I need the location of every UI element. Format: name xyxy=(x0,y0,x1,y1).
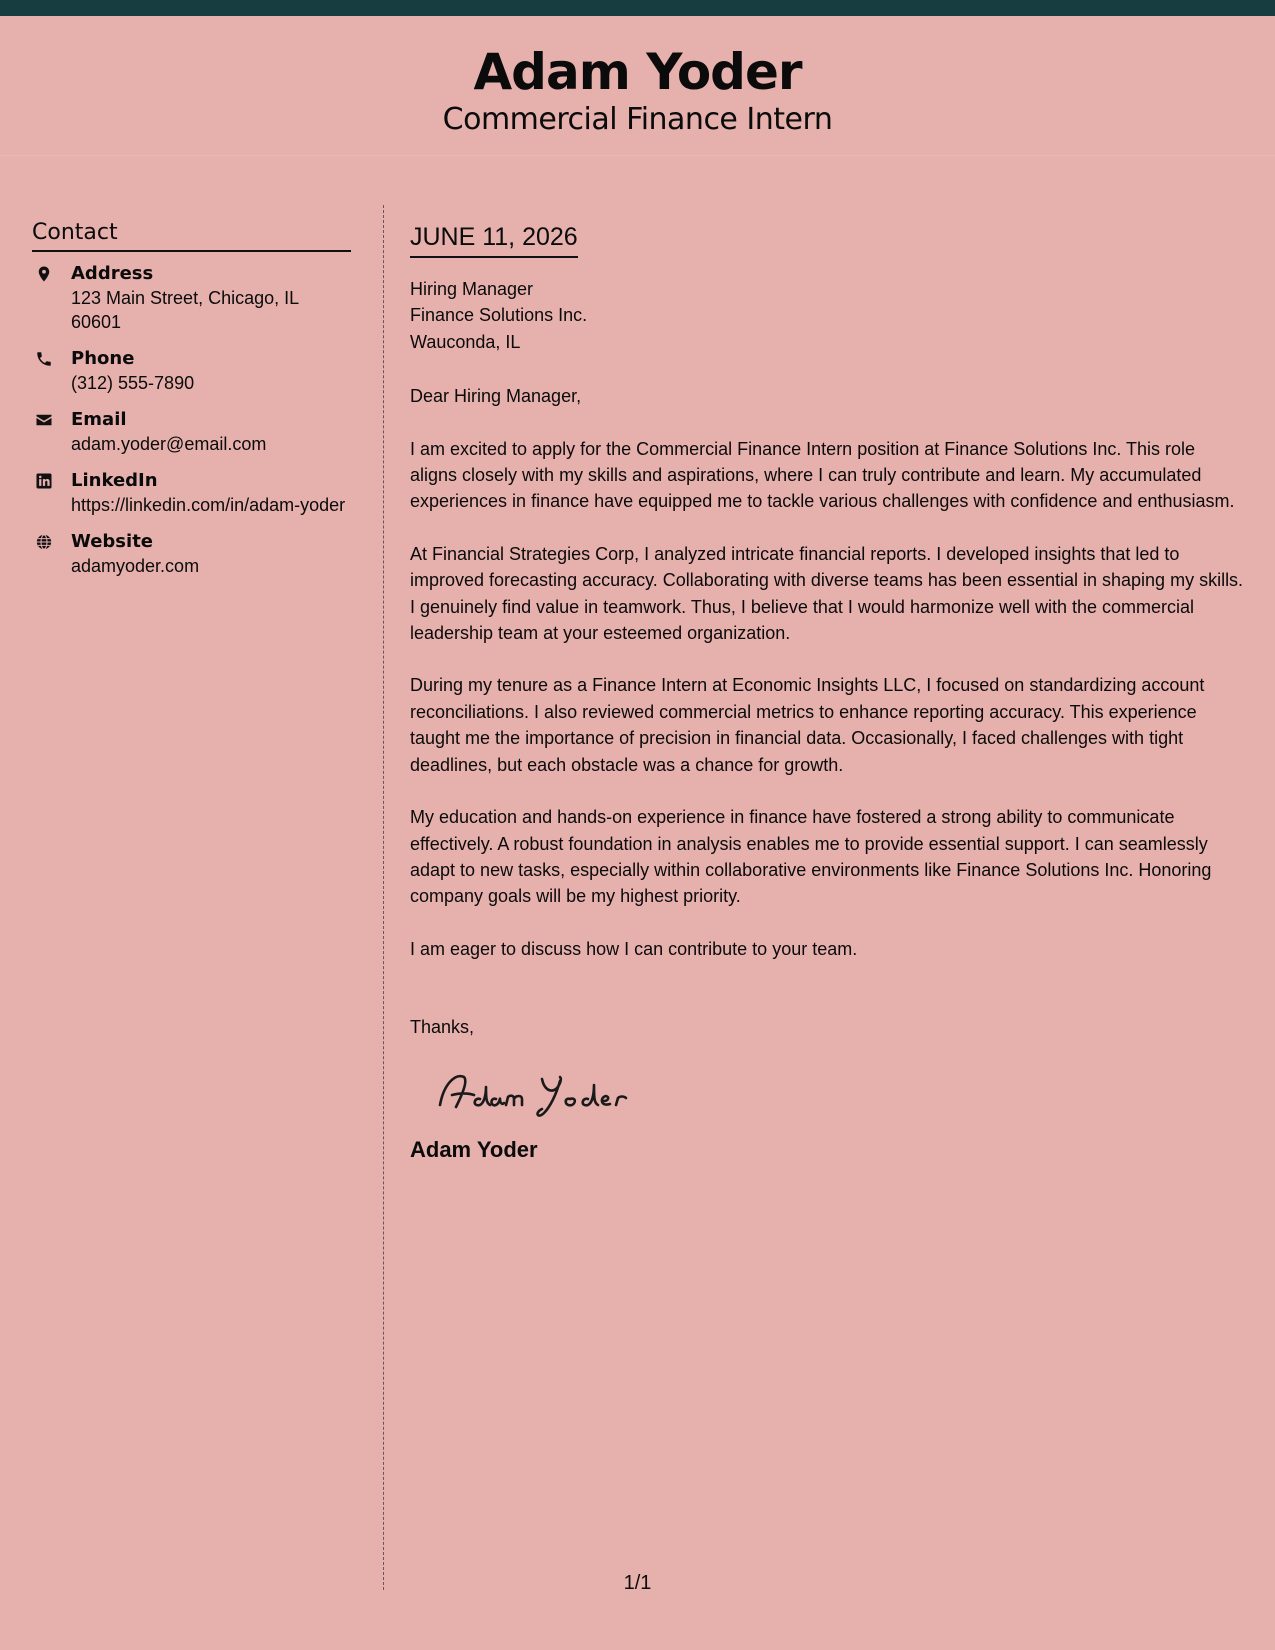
envelope-icon xyxy=(35,411,53,429)
website-label: Website xyxy=(71,531,154,552)
linkedin-icon xyxy=(35,472,53,490)
cover-letter-body xyxy=(410,220,1245,1165)
sign-off: Thanks, xyxy=(410,1017,475,1038)
phone-icon xyxy=(35,350,53,368)
letter-date: JUNE 11, 2026 xyxy=(410,220,578,258)
letter-paragraph: I am eager to discuss how I can contribute to your team. xyxy=(410,938,858,959)
contact-item-linkedin xyxy=(32,469,351,517)
letter-paragraph: During my tenure as a Finance Intern at Economic Insights LLC, I focused on standardizing account reconciliations. I also reviewed commercial metrics to enhance reporting accuracy. This experience taught me the importance of precision in financial data. Occasionally, I faced challenges with tight deadlines, but each obstacle was a chance for growth. xyxy=(410,675,1205,775)
email-value[interactable]: adam.yoder@email.com xyxy=(71,434,267,454)
salutation: Dear Hiring Manager, xyxy=(410,386,582,407)
recipient-block xyxy=(410,276,1245,355)
contact-item-email xyxy=(32,408,351,456)
linkedin-label: LinkedIn xyxy=(71,470,158,491)
contact-item-phone xyxy=(32,347,351,395)
column-divider xyxy=(383,205,384,1590)
applicant-name: Adam Yoder xyxy=(473,43,802,101)
top-accent-bar xyxy=(0,0,1275,16)
linkedin-value[interactable]: https://linkedin.com/in/adam-yoder xyxy=(71,495,346,515)
map-pin-icon xyxy=(35,265,53,283)
address-value: 123 Main Street, Chicago, IL 60601 xyxy=(71,288,299,332)
globe-icon xyxy=(35,533,53,551)
letter-paragraph: My education and hands-on experience in finance have fostered a strong ability to communicate effectively. A robust foundation in analysis enables me to provide essential support. I can seamlessly adapt to new tasks, especially within collaborative environments like Finance Solutions Inc. Honoring company goals will be my highest priority. xyxy=(410,807,1212,907)
resume-header xyxy=(0,16,1275,156)
website-value[interactable]: adamyoder.com xyxy=(71,556,200,576)
handwritten-signature xyxy=(434,1065,664,1119)
signer-name: Adam Yoder xyxy=(410,1136,538,1162)
email-label: Email xyxy=(71,409,127,430)
letter-paragraph: At Financial Strategies Corp, I analyzed intricate financial reports. I developed insights that led to improved forecasting accuracy. Collaborating with diverse teams has been essential in shaping my skills. I genuinely find value in teamwork. Thus, I believe that I would harmonize well with the commercial leadership team at your esteemed organization. xyxy=(410,543,1244,644)
contact-item-address xyxy=(32,262,351,334)
contact-sidebar xyxy=(32,218,351,591)
contact-item-website xyxy=(32,530,351,578)
recipient-line: Finance Solutions Inc. xyxy=(410,305,588,326)
address-label: Address xyxy=(71,263,154,284)
phone-value[interactable]: (312) 555-7890 xyxy=(71,373,195,393)
applicant-title: Commercial Finance Intern xyxy=(442,102,833,137)
letter-paragraph: I am excited to apply for the Commercial Finance Intern position at Finance Solutions Inc. This role aligns closely with my skills and aspirations, where I can truly contribute and learn. My accumulated experiences in finance have equipped me to tackle various challenges with confidence and enthusiasm. xyxy=(410,438,1235,512)
recipient-line: Hiring Manager xyxy=(410,279,534,299)
page-number: 1/1 xyxy=(623,1572,652,1594)
phone-label: Phone xyxy=(71,348,135,369)
recipient-line: Wauconda, IL xyxy=(410,331,521,352)
contact-heading: Contact xyxy=(32,218,351,252)
